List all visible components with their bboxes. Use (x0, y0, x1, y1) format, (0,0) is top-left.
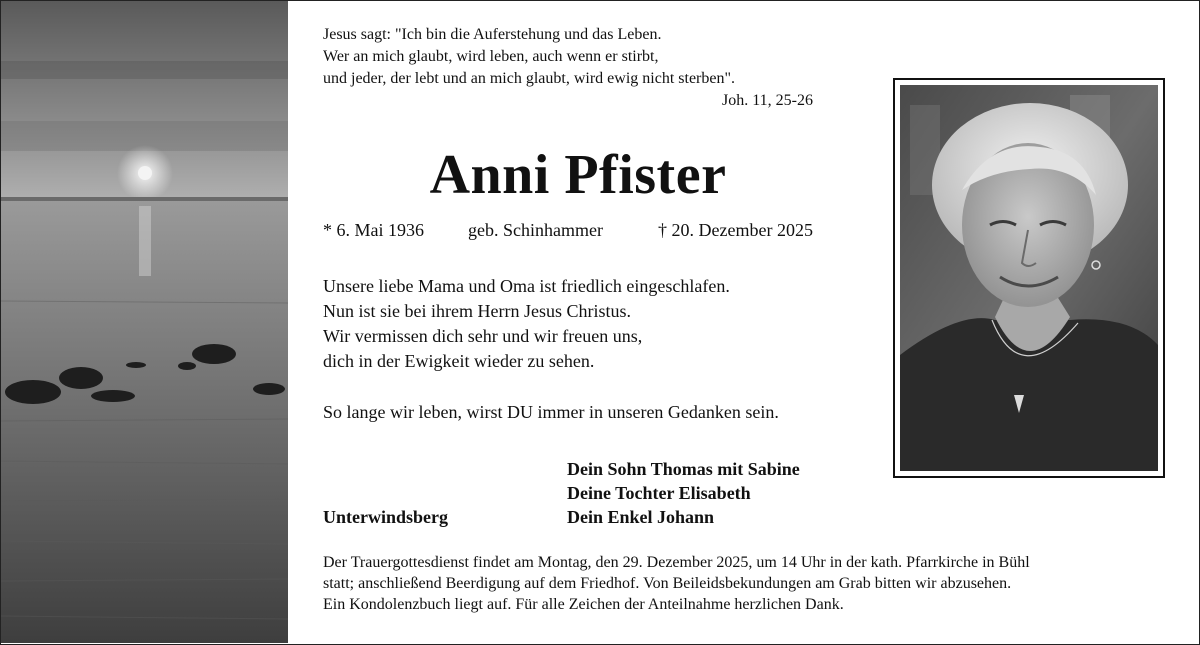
death-date: † 20. Dezember 2025 (658, 220, 813, 240)
birth-date: * 6. Mai 1936 (323, 220, 424, 240)
sunset-sea-photo (1, 1, 288, 643)
message-line: Wir vermissen dich sehr und wir freuen uns, (323, 326, 643, 346)
verse-line: Wer an mich glaubt, wird leben, auch wenn er stirbt, (323, 48, 659, 65)
verse-line: und jeder, der lebt und an mich glaubt, wird ewig nicht sterben". (323, 70, 735, 87)
service-line: Ein Kondolenzbuch liegt auf. Für alle Zeichen der Anteilnahme herzlichen Dank. (323, 596, 844, 613)
life-dates (323, 218, 843, 242)
portrait-photo (900, 85, 1158, 471)
memorial-motto: So lange wir leben, wirst DU immer in unseren Gedanken sein. (323, 402, 779, 422)
verse-line: Jesus sagt: "Ich bin die Auferstehung und das Leben. (323, 26, 662, 43)
maiden-name: geb. Schinhammer (468, 220, 603, 240)
deceased-name: Anni Pfister (429, 144, 727, 206)
service-line: Der Trauergottesdienst findet am Montag, den 29. Dezember 2025, um 14 Uhr in der kath. Pfarrkirche in Bühl (323, 554, 1030, 571)
bible-verse (323, 24, 813, 112)
portrait-frame (893, 78, 1165, 478)
message-line: dich in der Ewigkeit wieder zu sehen. (323, 351, 595, 371)
service-information (323, 552, 1183, 615)
mourners-list (567, 457, 887, 529)
mourner-line: Dein Sohn Thomas mit Sabine (567, 459, 800, 479)
service-line: statt; anschließend Beerdigung auf dem Friedhof. Von Beileidsbekundungen am Grab bitten wir abzusehen. (323, 575, 1012, 592)
message-line: Unsere liebe Mama und Oma ist friedlich eingeschlafen. (323, 276, 730, 296)
farewell-message (323, 274, 843, 374)
verse-reference: Joh. 11, 25-26 (722, 92, 813, 109)
message-line: Nun ist sie bei ihrem Herrn Jesus Christus. (323, 301, 631, 321)
mourner-line: Deine Tochter Elisabeth (567, 483, 751, 503)
mourner-line: Dein Enkel Johann (567, 507, 715, 527)
place-name: Unterwindsberg (323, 507, 448, 527)
